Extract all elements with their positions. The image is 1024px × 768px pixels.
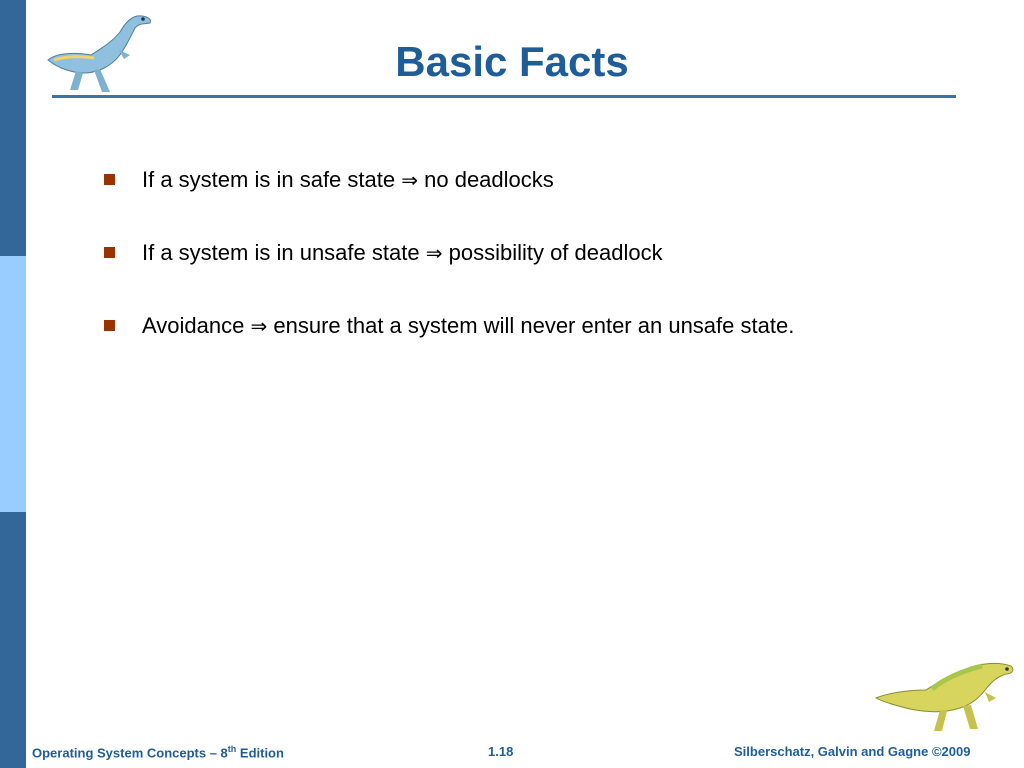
bullet-text-after: no deadlocks	[424, 167, 554, 192]
bullet-item-safe-state	[104, 164, 804, 196]
bullet-text-before: If a system is in unsafe state	[142, 240, 420, 265]
bullet-item-unsafe-state	[104, 237, 804, 269]
bullet-text-before: If a system is in safe state	[142, 167, 396, 192]
sidebar-segment-middle	[0, 256, 26, 512]
dinosaur-logo-icon	[868, 656, 1018, 736]
title-divider	[52, 95, 956, 98]
left-sidebar	[0, 0, 26, 768]
bullet-text-after: ensure that a system will never enter an unsafe state.	[273, 313, 795, 338]
footer-course-title	[32, 744, 284, 760]
sidebar-segment-bottom	[0, 512, 26, 768]
implies-arrow-icon: ⇒	[401, 168, 418, 192]
footer-left-suffix: Edition	[236, 745, 284, 761]
footer-left-prefix: Operating System Concepts – 8	[32, 745, 228, 761]
square-bullet-icon	[104, 320, 115, 331]
square-bullet-icon	[104, 174, 115, 185]
bullet-list	[104, 164, 804, 383]
bullet-text-after: possibility of deadlock	[448, 240, 663, 265]
footer-page-number: 1.18	[488, 744, 514, 759]
slide-title: Basic Facts	[395, 38, 629, 85]
implies-arrow-icon: ⇒	[425, 241, 443, 265]
footer-edition-superscript: th	[227, 744, 237, 754]
square-bullet-icon	[104, 247, 115, 258]
bullet-text-before: Avoidance	[142, 313, 245, 338]
implies-arrow-icon: ⇒	[250, 314, 268, 338]
footer-authors: Silberschatz, Galvin and Gagne ©2009	[734, 744, 971, 759]
bullet-item-avoidance	[104, 310, 804, 342]
